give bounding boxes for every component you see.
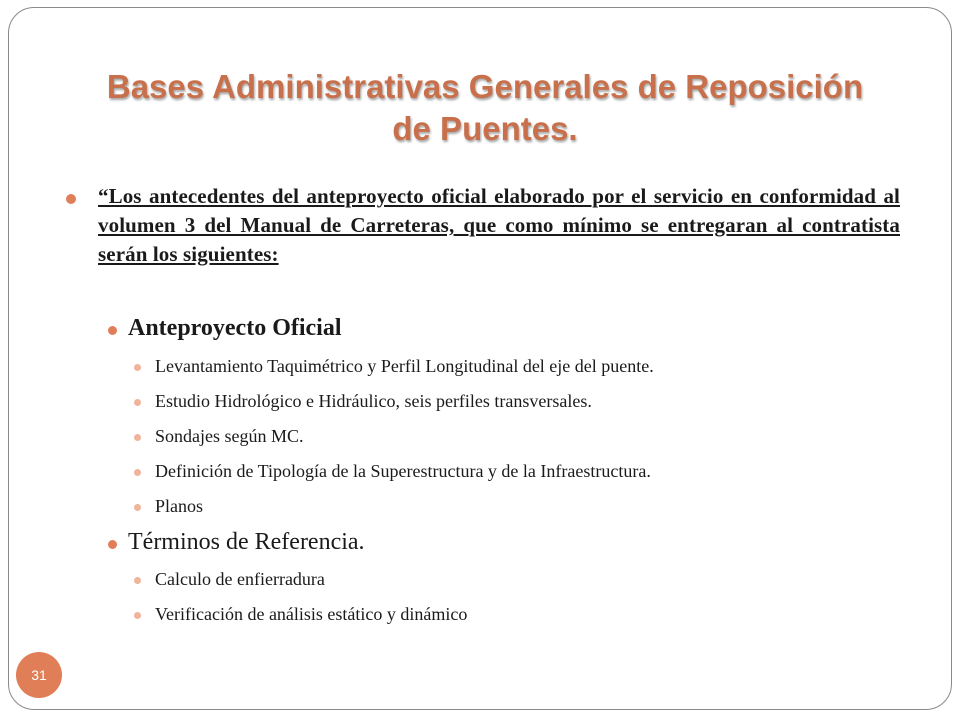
list-item: Calculo de enfierradura — [155, 569, 325, 589]
bullet-dot — [134, 504, 141, 511]
bullet-dot — [134, 364, 141, 371]
section-heading-terminos: Términos de Referencia. — [128, 529, 365, 555]
section-heading-anteproyecto: Anteproyecto Oficial — [128, 315, 342, 341]
list-item: Estudio Hidrológico e Hidráulico, seis perfiles transversales. — [155, 391, 592, 411]
bullet-dot — [134, 469, 141, 476]
bullet-dot — [134, 399, 141, 406]
list-item: Verificación de análisis estático y dinámico — [155, 604, 468, 624]
slide-title: Bases Administrativas Generales de Reposición de Puentes. — [106, 68, 864, 147]
bullet-dot — [134, 612, 141, 619]
bullet-dot — [66, 194, 76, 204]
list-item: Sondajes según MC. — [155, 426, 304, 446]
page-number-badge: 31 — [16, 652, 62, 698]
bullet-dot — [134, 577, 141, 584]
list-item: Definición de Tipología de la Superestructura y de la Infraestructura. — [155, 461, 651, 481]
bullet-dot — [134, 434, 141, 441]
bullet-dot — [108, 540, 117, 549]
list-item: Planos — [155, 496, 204, 516]
list-item: Levantamiento Taquimétrico y Perfil Longitudinal del eje del puente. — [155, 356, 654, 376]
bullet-dot — [108, 326, 117, 335]
quote-paragraph: “Los antecedentes del anteproyecto oficial elaborado por el servicio en conformidad al volumen 3 del Manual de Carreteras, que como mínimo se entregaran al contratista serán los siguientes: — [98, 184, 900, 266]
